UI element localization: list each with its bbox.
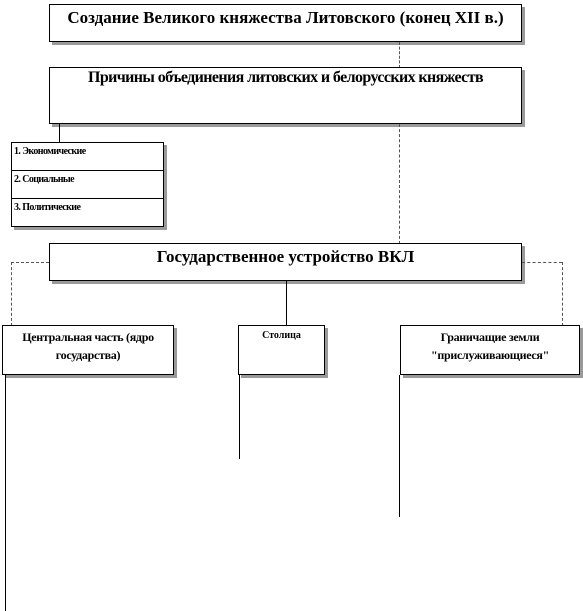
connector-top-causes [399, 42, 400, 68]
capital-box [238, 325, 325, 375]
center-box-line2: государства) [55, 348, 121, 362]
border-box-line1: Граничащие земли [440, 330, 540, 344]
list-item: 1. Экономические [12, 143, 163, 171]
state-box [49, 243, 522, 281]
connector-state-left-v [11, 262, 12, 326]
connector-state-capital [286, 281, 287, 326]
list-item: 2. Социальные [12, 171, 163, 199]
connector-state-left-h [11, 262, 49, 263]
top-box-text: Создание Великого княжества Литовского (конец XII в.) [67, 8, 504, 27]
center-box [2, 325, 174, 375]
border-box-line2: "прислуживающиеся" [431, 348, 549, 362]
center-box-line1: Центральная часть (ядро [22, 330, 154, 344]
capital-box-line [239, 375, 240, 459]
state-box-text: Государственное устройство ВКЛ [156, 247, 415, 266]
list-item: 3. Политические [14, 202, 81, 213]
connector-state-right-h [522, 262, 562, 263]
border-box-line [399, 375, 400, 517]
border-box [400, 325, 580, 375]
center-box-line [5, 375, 6, 611]
capital-box-text: Столица [262, 330, 301, 341]
connector-state-right-v [562, 262, 563, 326]
connector-causes-list [59, 124, 60, 142]
causes-box-text: Причины объединения литовских и белорусских княжеств [88, 69, 483, 86]
causes-box [49, 67, 522, 124]
top-box [49, 4, 522, 42]
causes-list [11, 142, 164, 227]
connector-causes-state [399, 124, 400, 244]
